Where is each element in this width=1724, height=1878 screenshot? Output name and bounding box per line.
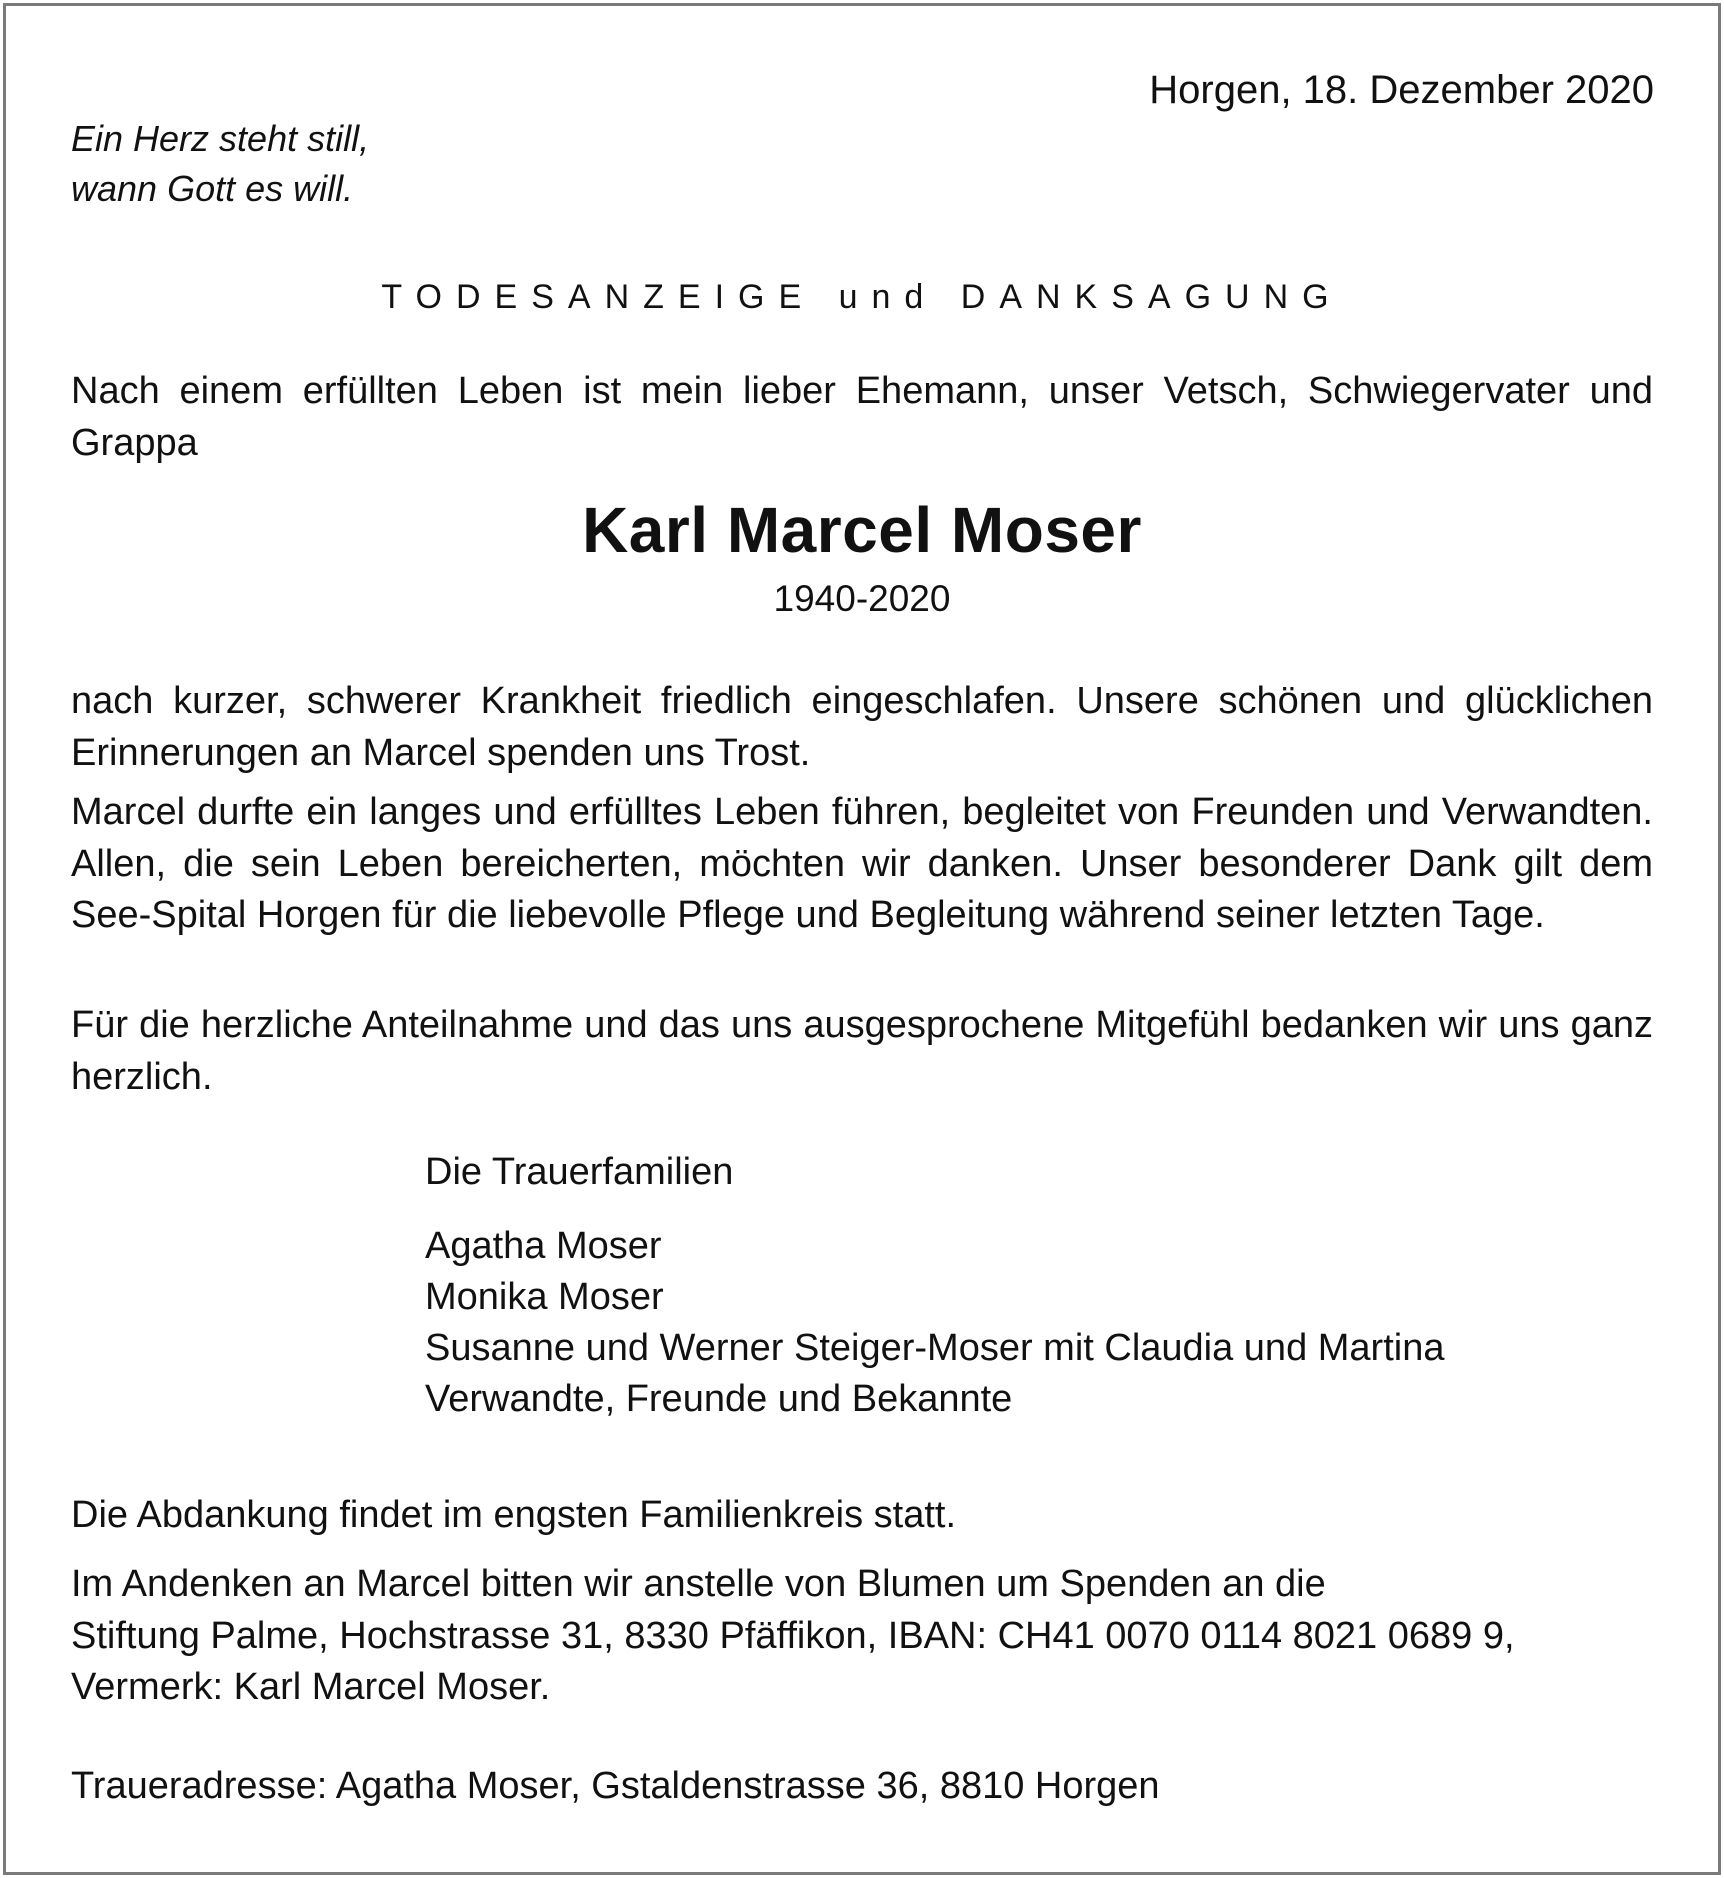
donation-info [71, 1559, 1653, 1714]
ceremony-info: Die Abdankung findet im engsten Familienkreis statt. [71, 1494, 957, 1536]
notice-heading: TODESANZEIGE und DANKSAGUNG [381, 278, 1343, 316]
mourning-families [425, 1147, 1444, 1425]
mourning-address: Traueradresse: Agatha Moser, Gstaldenstrasse 36, 8810 Horgen [71, 1765, 1160, 1807]
family-member: Susanne und Werner Steiger-Moser mit Claudia und Martina [425, 1327, 1445, 1369]
family-member: Verwandte, Freunde und Bekannte [425, 1378, 1013, 1420]
family-member: Monika Moser [425, 1276, 664, 1318]
motto-line-2: wann Gott es will. [71, 168, 354, 209]
intro-paragraph: Nach einem erfüllten Leben ist mein lieber Ehemann, unser Vetsch, Schwiegervater und Grappa [71, 370, 1653, 464]
motto-line-1: Ein Herz steht still, [71, 118, 370, 159]
donation-line-2: Stiftung Palme, Hochstrasse 31, 8330 Pfäffikon, IBAN: CH41 0070 0114 8021 0689 9, [71, 1614, 1515, 1657]
paragraph-gratitude: Marcel durfte ein langes und erfülltes Leben führen, begleitet von Freunden und Verwandten. Allen, die sein Leben bereicherten, möchten wir danken. Unser besonderer Dank gilt dem See-Spital Horgen für die liebevolle Pflege und Begleitung während seiner letzten Tage. [71, 791, 1653, 936]
donation-line-1: Im Andenken an Marcel bitten wir anstelle von Blumen um Spenden an die [71, 1563, 1326, 1605]
family-member: Agatha Moser [425, 1225, 662, 1267]
families-title: Die Trauerfamilien [425, 1151, 734, 1193]
life-years: 1940-2020 [773, 578, 951, 619]
motto-verse [71, 114, 369, 214]
family-members-list [425, 1221, 1444, 1425]
deceased-name: Karl Marcel Moser [582, 494, 1142, 566]
paragraph-passing: nach kurzer, schwerer Krankheit friedlich eingeschlafen. Unsere schönen und glücklichen Erinnerungen an Marcel spenden uns Trost. [71, 680, 1653, 774]
donation-line-3: Vermerk: Karl Marcel Moser. [71, 1666, 551, 1708]
paragraph-thanks: Für die herzliche Anteilnahme und das uns ausgesprochene Mitgefühl bedanken wir uns ganz herzlich. [71, 1004, 1653, 1098]
place-date: Horgen, 18. Dezember 2020 [1149, 68, 1654, 112]
